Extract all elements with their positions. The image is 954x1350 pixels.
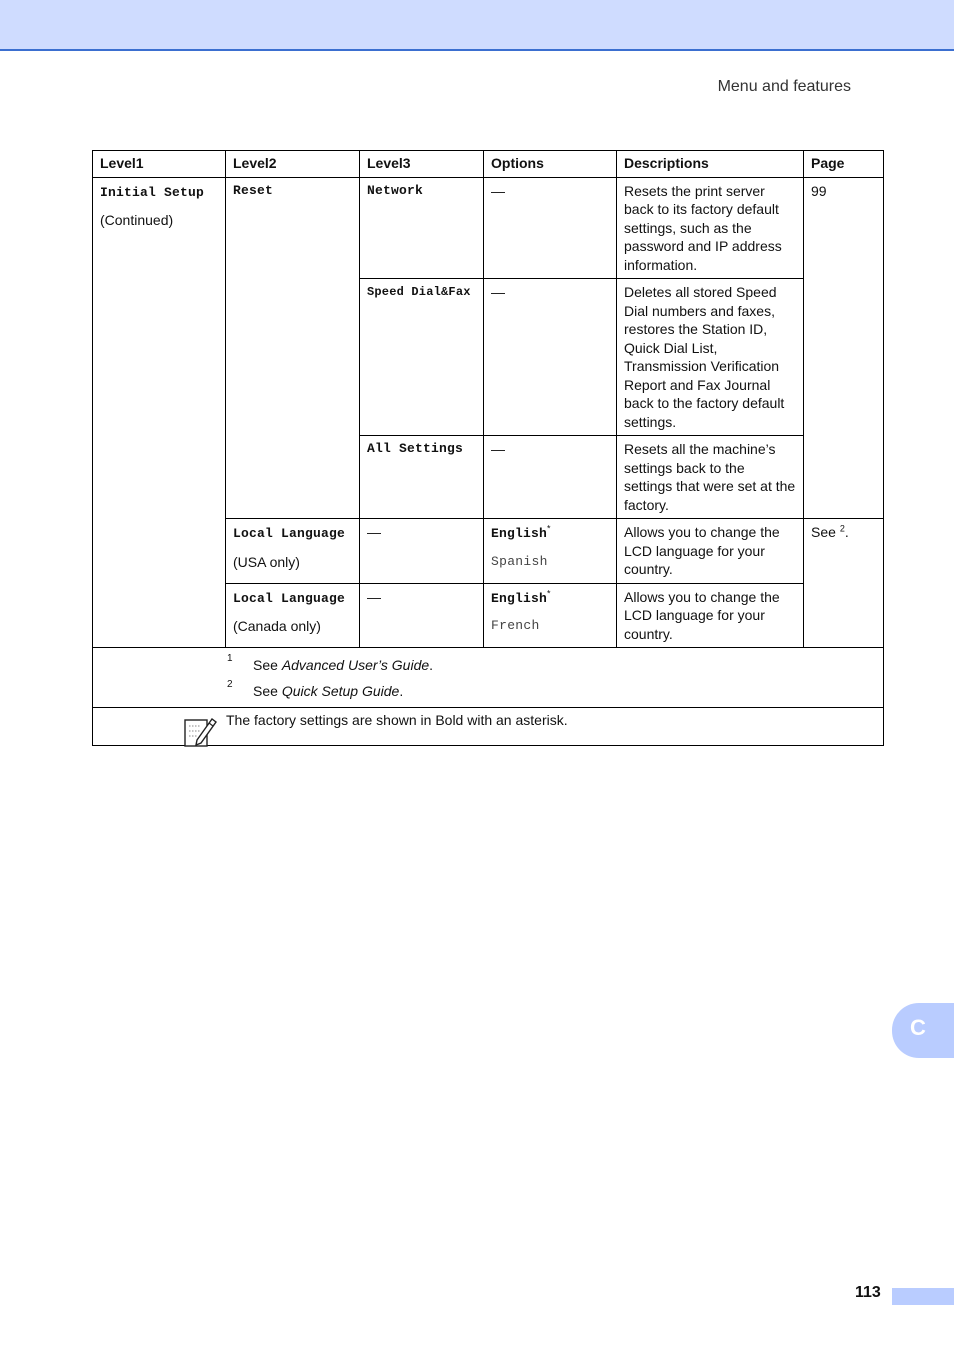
page-see-text: See [811, 524, 836, 540]
default-asterisk: * [547, 523, 551, 534]
level2-reset: Reset [226, 177, 360, 519]
footnotes-row [93, 648, 884, 708]
footnote-see: See [253, 683, 278, 699]
options-speed-dial-fax: — [484, 279, 617, 436]
footnote-list [227, 648, 883, 707]
page-local-language: See $^2$. [804, 519, 884, 648]
footnote-ref: Advanced User’s Guide [281, 657, 430, 673]
footnote-text: See Advanced User’s Guide. [253, 657, 434, 673]
level2-local-language-label: Local Language [233, 526, 346, 541]
col-header-level1: Level1 [93, 151, 226, 178]
option-other: Spanish [491, 553, 548, 569]
option-default: English [491, 590, 548, 606]
level3-local-language-canada: — [360, 583, 484, 648]
options-local-language-canada [484, 583, 617, 648]
level1-name: Initial Setup [100, 184, 205, 200]
note-pencil-icon [183, 714, 217, 748]
footnote-item [227, 678, 883, 704]
footnote-ref: Quick Setup Guide [281, 683, 400, 699]
level1-cell [93, 177, 226, 648]
level2-local-language-canada [226, 583, 360, 648]
menu-table [92, 150, 884, 746]
footnote-item [227, 652, 883, 678]
header-band [0, 0, 954, 51]
note-text: The factory settings are shown in Bold with an asterisk. [226, 712, 568, 728]
level3-network: Network [360, 177, 484, 279]
level1-note: (Continued) [100, 212, 174, 228]
col-header-options: Options [484, 151, 617, 178]
page-reset: 99 [804, 177, 884, 519]
description-local-language-canada: Allows you to change the LCD language for your country. [617, 583, 804, 648]
description-all-settings: Resets all the machine’s settings back to the settings that were set at the factory. [617, 436, 804, 519]
note-row [93, 708, 884, 746]
col-header-level3: Level3 [360, 151, 484, 178]
table-header-row [93, 151, 884, 178]
note-cell [93, 708, 884, 746]
footnotes-cell [93, 648, 884, 708]
description-speed-dial-fax: Deletes all stored Speed Dial numbers and faxes, restores the Station ID, Quick Dial List, Transmission Verification Report and Fax Journal back to the factory default settings. [617, 279, 804, 436]
options-local-language-usa [484, 519, 617, 584]
chapter-tab-letter: C [910, 1015, 926, 1040]
col-header-level2: Level2 [226, 151, 360, 178]
option-other: French [491, 618, 540, 633]
options-all-settings: — [484, 436, 617, 519]
col-header-page: Page [804, 151, 884, 178]
level2-local-language-usa [226, 519, 360, 584]
page-number-bar [892, 1288, 954, 1305]
description-network: Resets the print server back to its factory default settings, such as the password and IP address information. [617, 177, 804, 279]
level2-local-language-label: Local Language [233, 590, 346, 606]
footnote-number: 2 [227, 679, 233, 690]
footnote-text: See Quick Setup Guide. [253, 683, 404, 699]
region-note: (Canada only) [233, 618, 321, 634]
page-number: 113 [855, 1284, 881, 1301]
table-row [93, 177, 884, 279]
col-header-descriptions: Descriptions [617, 151, 804, 178]
options-network: — [484, 177, 617, 279]
level3-speed-dial-fax: Speed Dial&Fax [360, 279, 484, 436]
default-asterisk: * [547, 587, 551, 598]
level3-all-settings: All Settings [360, 436, 484, 519]
option-default: English [491, 526, 548, 541]
page-footnote-ref: 2 [839, 523, 845, 534]
chapter-tab [892, 1003, 954, 1058]
region-note: (USA only) [233, 553, 300, 570]
footnote-number: 1 [227, 653, 233, 664]
description-local-language-usa: Allows you to change the LCD language for your country. [617, 519, 804, 584]
footnote-see: See [253, 657, 278, 673]
running-head: Menu and features [717, 78, 851, 95]
level3-local-language-usa: — [360, 519, 484, 584]
